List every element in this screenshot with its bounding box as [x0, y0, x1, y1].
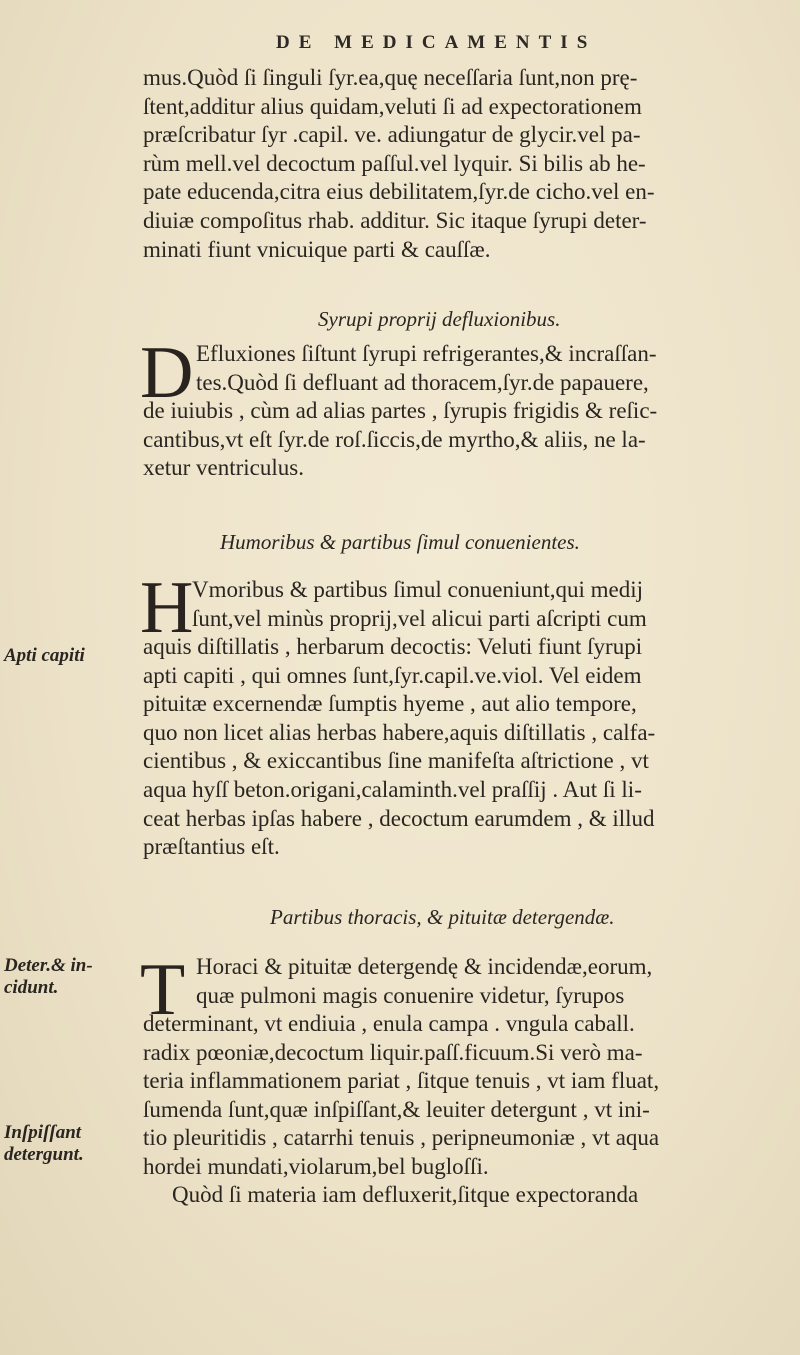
text-line: ſunt,vel minùs proprij,vel alicui parti aſcripti cum: [192, 605, 647, 631]
text-line: aquis diſtillatis , herbarum decoctis: Veluti fiunt ſyrupi: [143, 634, 643, 659]
text-line: teria inflammationem pariat , ſitque tenuis , vt iam fluat,: [143, 1068, 660, 1094]
drop-cap-d: D: [140, 332, 194, 414]
drop-cap-h: H: [140, 567, 194, 649]
text-line: diuiæ compoſitus rhab. additur. Sic itaque ſyrupi deter-: [143, 207, 647, 233]
text-line: pate educenda,citra eius debilitatem,ſyr.de cicho.vel en-: [143, 179, 655, 205]
running-head: DE MEDICAMENTIS: [276, 32, 597, 53]
text-line: tes.Quòd ſi defluant ad thoracem,ſyr.de papauere,: [196, 369, 649, 395]
text-line: cientibus , & exiccantibus ſine manifeſta aſtrictione , vt: [143, 748, 649, 774]
text-line: hordei mundati,violarum,bel bugloſſi.: [143, 1153, 489, 1179]
paragraph-3: [143, 633, 783, 862]
text-line: minati fiunt vnicuique parti & cauſſæ.: [143, 236, 491, 262]
paragraph-5: [172, 1181, 787, 1210]
paragraph-4: [143, 1010, 783, 1182]
text-line: ceat herbas ipſas habere , decoctum earumdem , & illud: [143, 805, 655, 831]
section-heading-2: Humoribus & partibus ſimul conuenientes.: [220, 530, 580, 554]
text-line: quæ pulmoni magis conuenire videtur, ſyrupos: [196, 982, 625, 1008]
section-heading-1: Syrupi proprij defluxionibus.: [318, 307, 561, 331]
text-line: cantibus,vt eſt ſyr.de roſ.ſiccis,de myrtho,& aliis, ne la-: [143, 426, 646, 452]
text-line: Vmoribus & partibus ſimul conueniunt,qui medij: [192, 577, 644, 602]
paragraph-2-lead: [196, 340, 786, 397]
text-line: ſtent,additur alius quidam,veluti ſi ad expectorationem: [143, 93, 642, 119]
text-line: ſumenda ſunt,quæ inſpiſſant,& leuiter detergunt , vt ini-: [143, 1096, 650, 1122]
text-line: quo non licet alias herbas habere,aquis diſtillatis , calfa-: [143, 719, 656, 745]
text-line: Horaci & pituitæ detergendę & incidendæ,eorum,: [196, 954, 653, 979]
margin-note-line: Inſpiſſant: [4, 1122, 82, 1143]
text-line: præſtantius eſt.: [143, 834, 280, 860]
margin-note-line: cidunt.: [4, 977, 59, 998]
text-line: aqua hyſſ beton.origani,calaminth.vel praſſij . Aut ſi li-: [143, 776, 642, 802]
text-line: radix pœoniæ,decoctum liquir.paſſ.ficuum.Si verò ma-: [143, 1039, 643, 1065]
text-line: determinant, vt endiuia , enula campa . vngula caball.: [143, 1011, 635, 1036]
paragraph-1: [143, 64, 783, 264]
text-line: præſcribatur ſyr .capil. ve. adiungatur de glycir.vel pa-: [143, 122, 641, 148]
paragraph-3-lead: [192, 576, 787, 633]
margin-note-deter-incidunt: [4, 955, 93, 999]
text-line: tio pleuritidis , catarrhi tenuis , peripneumoniæ , vt aqua: [143, 1125, 660, 1151]
text-line: mus.Quòd ſi ſinguli ſyr.ea,quę neceſſaria ſunt,non prę-: [143, 65, 638, 90]
margin-note-line: detergunt.: [4, 1144, 84, 1165]
text-line: de iuiubis , cùm ad alias partes , ſyrupis frigidis & reſic-: [143, 398, 658, 423]
margin-note-inspissant: [4, 1122, 84, 1166]
drop-cap-t: T: [140, 949, 186, 1031]
text-line: pituitæ excernendæ ſumptis hyeme , aut alio tempore,: [143, 691, 637, 717]
section-heading-3: Partibus thoracis, & pituitæ detergendæ.: [270, 905, 615, 929]
margin-note-line: Deter.& in-: [4, 955, 93, 976]
text-line: rùm mell.vel decoctum paſſul.vel lyquir. Si bilis ab he-: [143, 150, 646, 176]
text-line: Quòd ſi materia iam defluxerit,ſitque expectoranda: [172, 1182, 639, 1207]
margin-note-apti-capiti: Apti capiti: [4, 645, 85, 666]
paragraph-4-lead: [196, 953, 786, 1010]
text-line: apti capiti , qui omnes ſunt,ſyr.capil.ve.viol. Vel eidem: [143, 662, 642, 688]
text-line: xetur ventriculus.: [143, 455, 304, 481]
text-line: Efluxiones ſiſtunt ſyrupi refrigerantes,& incraſſan-: [196, 341, 657, 366]
paragraph-2: [143, 397, 783, 483]
